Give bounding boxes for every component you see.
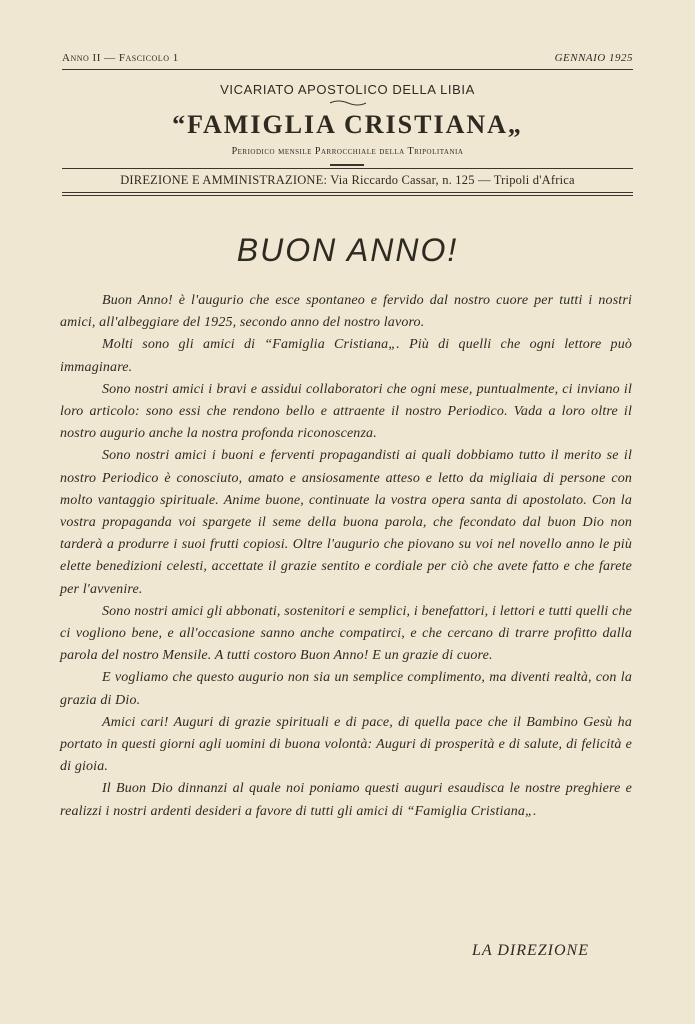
signature: LA DIREZIONE	[471, 942, 589, 959]
paragraph: E vogliamo che questo augurio non sia un semplice complimento, ma diventi realtà, con la grazia di Dio.	[60, 670, 632, 708]
paragraph: Il Buon Dio dinnanzi al quale noi poniamo questi auguri esaudisca le nostre preghiere e realizzi i nostri ardenti desideri a favore di tutti gli amici di “Famiglia Cristiana„.	[60, 781, 632, 819]
paragraph: Buon Anno! è l'augurio che esce spontaneo e fervido dal nostro cuore per tutti i nostri amici, all'albeggiare del 1925, secondo anno del nostro lavoro.	[60, 293, 632, 331]
vicariato-line: VICARIATO APOSTOLICO DELLA LIBIA	[220, 82, 475, 97]
paragraph: Sono nostri amici i bravi e assidui collaboratori che ogni mese, puntualmente, ci inviano il loro articolo: sono essi che rendono bello e attraente il nostro Periodico. Vada a loro oltre il nostro augurio anche la nostra profonda riconoscenza.	[60, 381, 632, 442]
publication-title: “FAMIGLIA CRISTIANA„	[172, 110, 523, 139]
flourish-ornament	[0, 99, 695, 109]
article-body	[60, 290, 632, 823]
top-divider	[62, 69, 633, 70]
address-line: DIREZIONE E AMMINISTRAZIONE: Via Riccardo Cassar, n. 125 — Tripoli d'Africa	[120, 173, 575, 187]
masthead-top-line	[62, 52, 633, 64]
article-headline: BUON ANNO!	[236, 232, 459, 268]
address-divider-bottom-2	[62, 195, 633, 196]
issue-number: Anno II — Fascicolo 1	[62, 52, 179, 64]
paragraph: Molti sono gli amici di “Famiglia Cristiana„. Più di quelli che ogni lettore può immaginare.	[60, 337, 632, 375]
address-divider-top	[62, 168, 633, 169]
publication-subtitle: Periodico mensile Parrocchiale della Tripolitania	[231, 146, 464, 157]
center-ornament	[330, 164, 364, 166]
paragraph: Sono nostri amici i buoni e ferventi propagandisti ai quali dobbiamo tutto il merito se il nostro Periodico è conosciuto, amato e ansiosamente atteso e letto da migliaia di persone con molto vantaggio spirituale. Anime buone, continuate la vostra opera santa di apostolato. Con la vostra propaganda voi spargete il seme della buona parola, che fecondato dal buon Dio non tarderà a produrre i suoi frutti copiosi. Oltre l'augurio che piovano su voi nel novello anno le più elette benedizioni celesti, accettate il grazie sentito e cordiale per ciò che avete fatto e che farete per l'avvenire.	[60, 448, 632, 597]
issue-date: GENNAIO 1925	[554, 52, 633, 64]
address-divider-bottom	[62, 192, 633, 193]
paragraph: Sono nostri amici gli abbonati, sostenitori e semplici, i benefattori, i lettori e tutti quelli che ci vogliono bene, e all'occasione sanno anche compatirci, e che cercano di trarre profitto dalla parola del nostro Mensile. A tutti costoro Buon Anno! E un grazie di cuore.	[60, 603, 632, 664]
paragraph: Amici cari! Auguri di grazie spirituali e di pace, di quella pace che il Bambino Gesù ha portato in questi giorni agli uomini di buona volontà: Auguri di prosperità e di salute, di felicità e di gioia.	[60, 714, 632, 775]
